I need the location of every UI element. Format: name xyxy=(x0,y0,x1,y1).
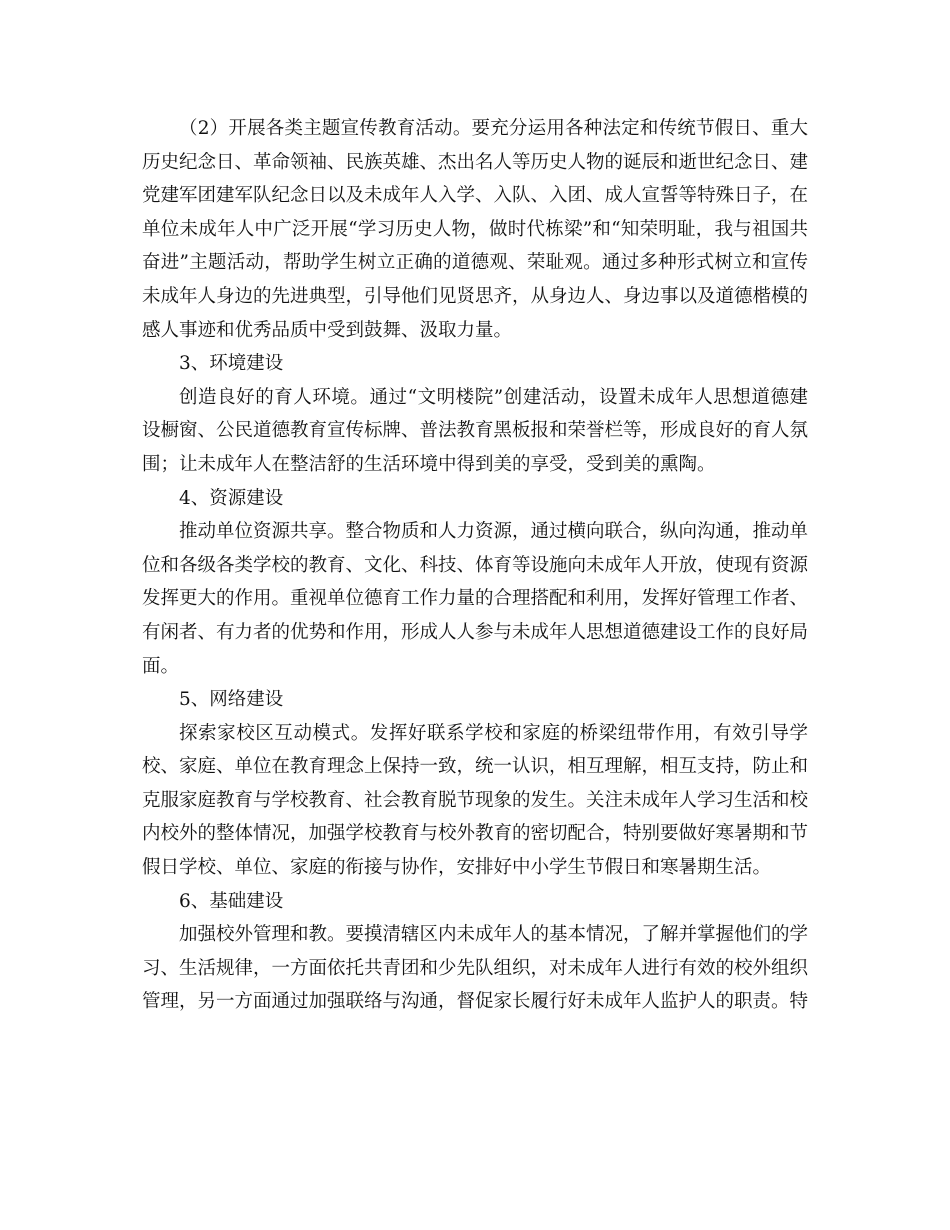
paragraph-theme-activities: （2）开展各类主题宣传教育活动。要充分运用各种法定和传统节假日、重大历史纪念日、革命领袖、民族英雄、杰出名人等历史人物的诞辰和逝世纪念日、建党建军团建军队纪念日以及未成年人入学、入队、入团、成人宣誓等特殊日子，在单位未成年人中广泛开展“学习历史人物，做时代栋梁”和“知荣明耻，我与祖国共奋进”主题活动，帮助学生树立正确的道德观、荣耻观。通过多种形式树立和宣传未成年人身边的先进典型，引导他们见贤思齐，从身边人、身边事以及道德楷模的感人事迹和优秀品质中受到鼓舞、汲取力量。 xyxy=(142,118,809,341)
document-page xyxy=(142,112,808,1019)
paragraph-environment: 创造良好的育人环境。通过“文明楼院”创建活动，设置未成年人思想道德建设橱窗、公民道德教育宣传标牌、普法教育黑板报和荣誉栏等，形成良好的育人氛围；让未成年人在整洁舒的生活环境中得到美的享受，受到美的熏陶。 xyxy=(142,386,809,475)
paragraph-resources: 推动单位资源共享。整合物质和人力资源，通过横向联合，纵向沟通，推动单位和各级各类学校的教育、文化、科技、体育等设施向未成年人开放，使现有资源发挥更大的作用。重视单位德育工作力量的合理搭配和利用，发挥好管理工作者、有闲者、有力者的优势和作用，形成人人参与未成年人思想道德建设工作的良好局面。 xyxy=(142,521,809,677)
paragraph-foundation: 加强校外管理和教。要摸清辖区内未成年人的基本情况，了解并掌握他们的学习、生活规律，一方面依托共青团和少先队组织，对未成年人进行有效的校外组织管理，另一方面通过加强联络与沟通，督促家长履行好未成年人监护人的职责。特 xyxy=(142,924,809,1013)
heading-foundation: 6、基础建设 xyxy=(179,890,284,912)
heading-environment: 3、环境建设 xyxy=(179,353,284,375)
paragraph-network: 探索家校区互动模式。发挥好联系学校和家庭的桥梁纽带作用，有效引导学校、家庭、单位在教育理念上保持一致，统一认识，相互理解，相互支持，防止和克服家庭教育与学校教育、社会教育脱节现象的发生。关注未成年人学习生活和校内校外的整体情况，加强学校教育与校外教育的密切配合，特别要做好寒暑期和节假日学校、单位、家庭的衔接与协作，安排好中小学生节假日和寒暑期生活。 xyxy=(142,722,809,879)
heading-resources: 4、资源建设 xyxy=(179,487,284,509)
heading-network: 5、网络建设 xyxy=(179,689,284,711)
